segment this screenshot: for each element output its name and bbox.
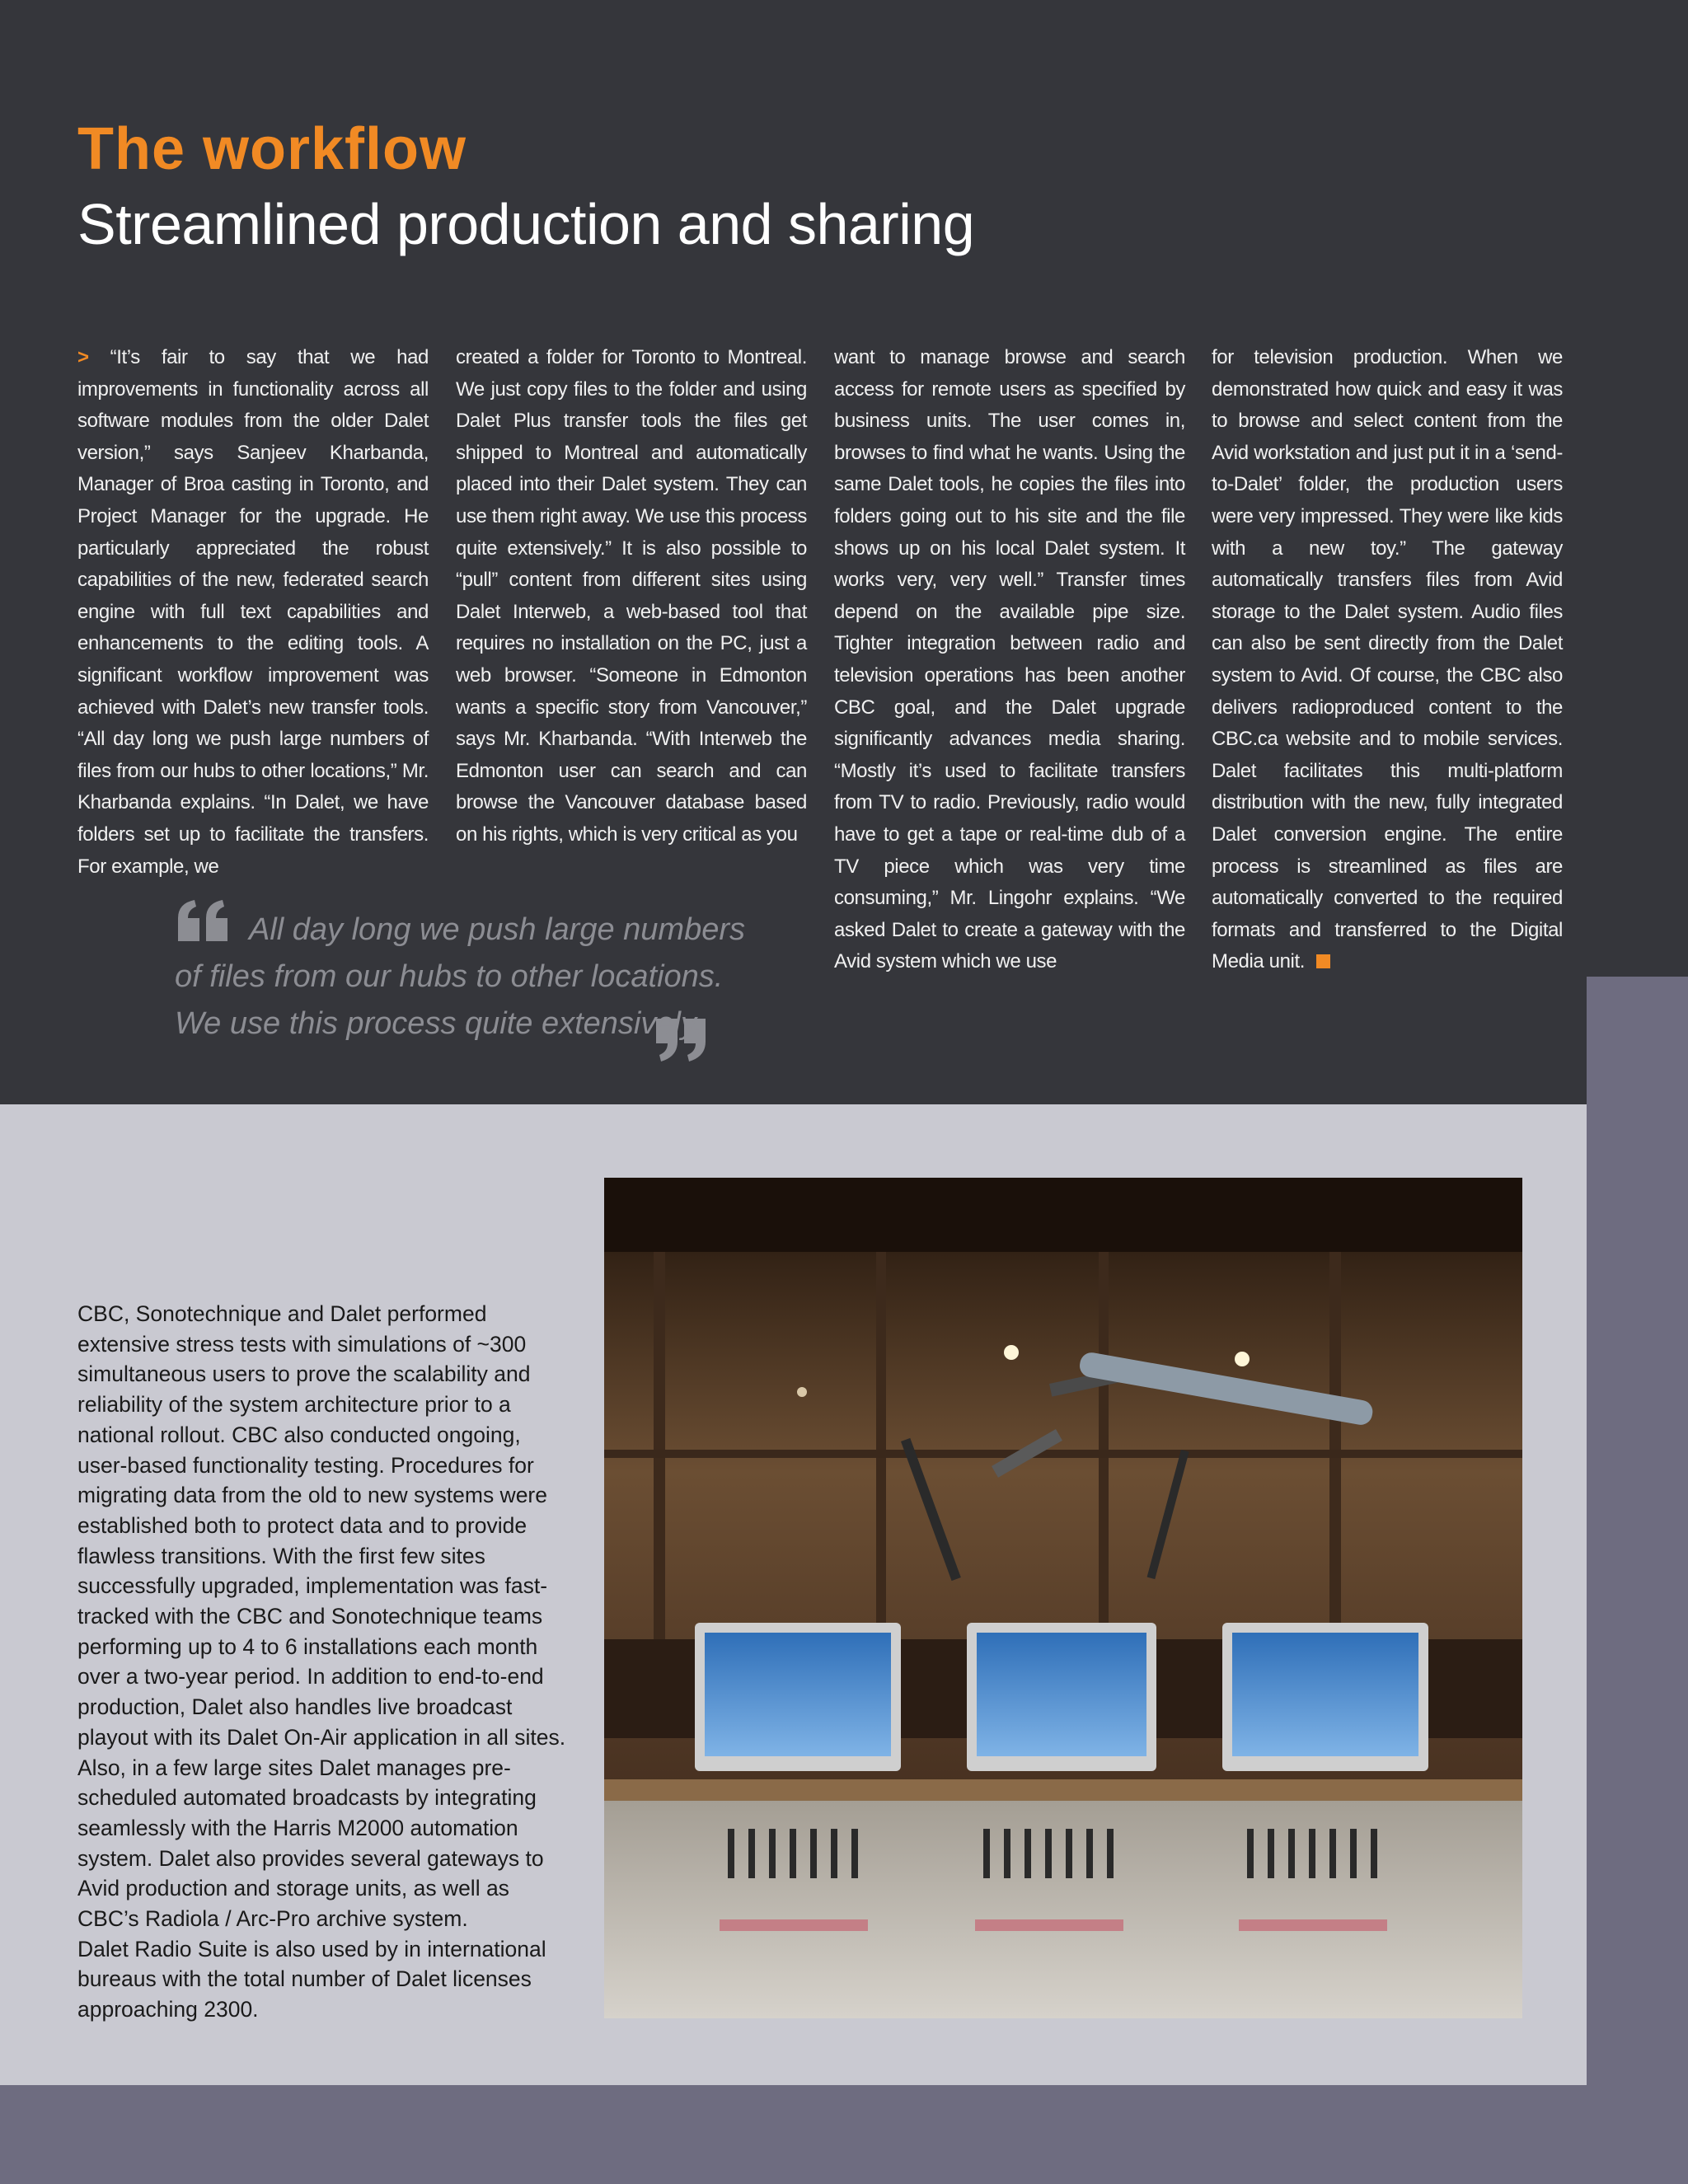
section-subtitle: Streamlined production and sharing [77, 192, 975, 256]
pull-quote-line-3: We use this process quite extensively. [175, 1006, 703, 1041]
article-column-3: want to manage browse and search access for remote users as specified by business units. The user comes in, browses to find what he wants. Using the same Dalet tools, he copies the files into folders going out to his site and the file shows up on his local Dalet system. It works very, very well.” Transfer times depend on the available pipe size. Tighter integration between radio and television operations has been another CBC goal, and the Dalet upgrade significantly advances media sharing. “Mostly it’s used to facilitate transfers from TV to radio. Previously, radio would have to get a tape or real-time dub of a TV piece which was very time consuming,” Mr. Lingohr explains. “We asked Dalet to create a gateway with the Avid system which we use [834, 346, 1185, 973]
open-quote-icon [176, 900, 231, 943]
studio-photo [604, 1178, 1522, 2018]
article-column-1 [77, 342, 429, 883]
article-column-4 [1212, 342, 1563, 978]
sidebar-paragraph-1: CBC, Sonotechnique and Dalet performed extensive stress tests with simulations of ~300 simultaneous users to prove the scalability and reliability of the system architecture prior to a national rollout. CBC also conducted ongoing, user-based functionality testing. Procedures for migrating data from the old to new systems were established both to protect data and to provide flawless transitions. With the first few sites successfully upgraded, implementation was fast-tracked with the CBC and Sonotechnique teams performing up to 4 to 6 installations each month over a two-year period. In addition to end-to-end production, Dalet also handles live broadcast playout with its Dalet On-Air application in all sites. Also, in a few large sites Dalet manages pre-scheduled automated broadcasts by integrating seamlessly with the Harris M2000 automation system. Dalet also provides several gateways to Avid production and storage units, as well as CBC’s Radiola / Arc-Pro archive system. [77, 1301, 566, 1932]
section-title: The workflow [77, 116, 467, 182]
studio-photo-illustration [604, 1178, 1522, 2018]
side-band [1587, 977, 1688, 2184]
lead-marker: > [77, 346, 89, 368]
pull-quote-line-1: All day long we push large numbers [249, 912, 746, 947]
article-column-2: created a folder for Toronto to Montreal. We just copy files to the folder and using Dalet Plus transfer tools the files get shipped to Montreal and automatically placed into their Dalet system. They can use them right away. We use this process quite extensively.” It is also possible to “pull” content from different sites using Dalet Interweb, a web-based tool that requires no installation on the PC, just a web browser. “Someone in Edmonton wants a specific story from Vancouver,” says Mr. Kharbanda. “With Interweb the Edmonton user can search and can browse the Vancouver database based on his rights, which is very critical as you [456, 346, 807, 846]
end-mark-icon [1316, 954, 1330, 968]
sidebar-paragraph-2: Dalet Radio Suite is also used by in international bureaus with the total number of Dalet licenses approaching 2300. [77, 1936, 546, 2022]
article-column-1-text: “It’s fair to say that we had improvements in functionality across all software modules from the older Dalet version,” says Sanjeev Kharbanda, Manager of Broa casting in Toronto, and Project Manager for the upgrade. He particularly appreciated the robust capabilities of the new, federated search engine with full text capabilities and enhancements to the editing tools. A significant workflow improvement was achieved with Dalet’s new transfer tools. “All day long we push large numbers of files from our hubs to other locations,” Mr. Kharbanda explains. “In Dalet, we have folders set up to facilitate the transfers. For example, we [77, 346, 429, 878]
pull-quote-line-2: of files from our hubs to other locations. [175, 959, 724, 994]
sidebar-text [77, 1299, 572, 2025]
article-column-4-text: for television production. When we demonstrated how quick and easy it was to browse and select content from the Avid workstation and just put it in a ‘send-to-Dalet’ folder, the production users were very impressed. They were like kids with a new toy.” The gateway automatically transfers files from Avid storage to the Dalet system. Audio files can also be sent directly from the Dalet system to Avid. Of course, the CBC also delivers radioproduced content to the CBC.ca website and to mobile services. Dalet facilitates this multi-platform distribution with the new, fully integrated Dalet conversion engine. The entire process is streamlined as files are automatically converted to the required formats and transferred to the Digital Media unit. [1212, 346, 1563, 973]
